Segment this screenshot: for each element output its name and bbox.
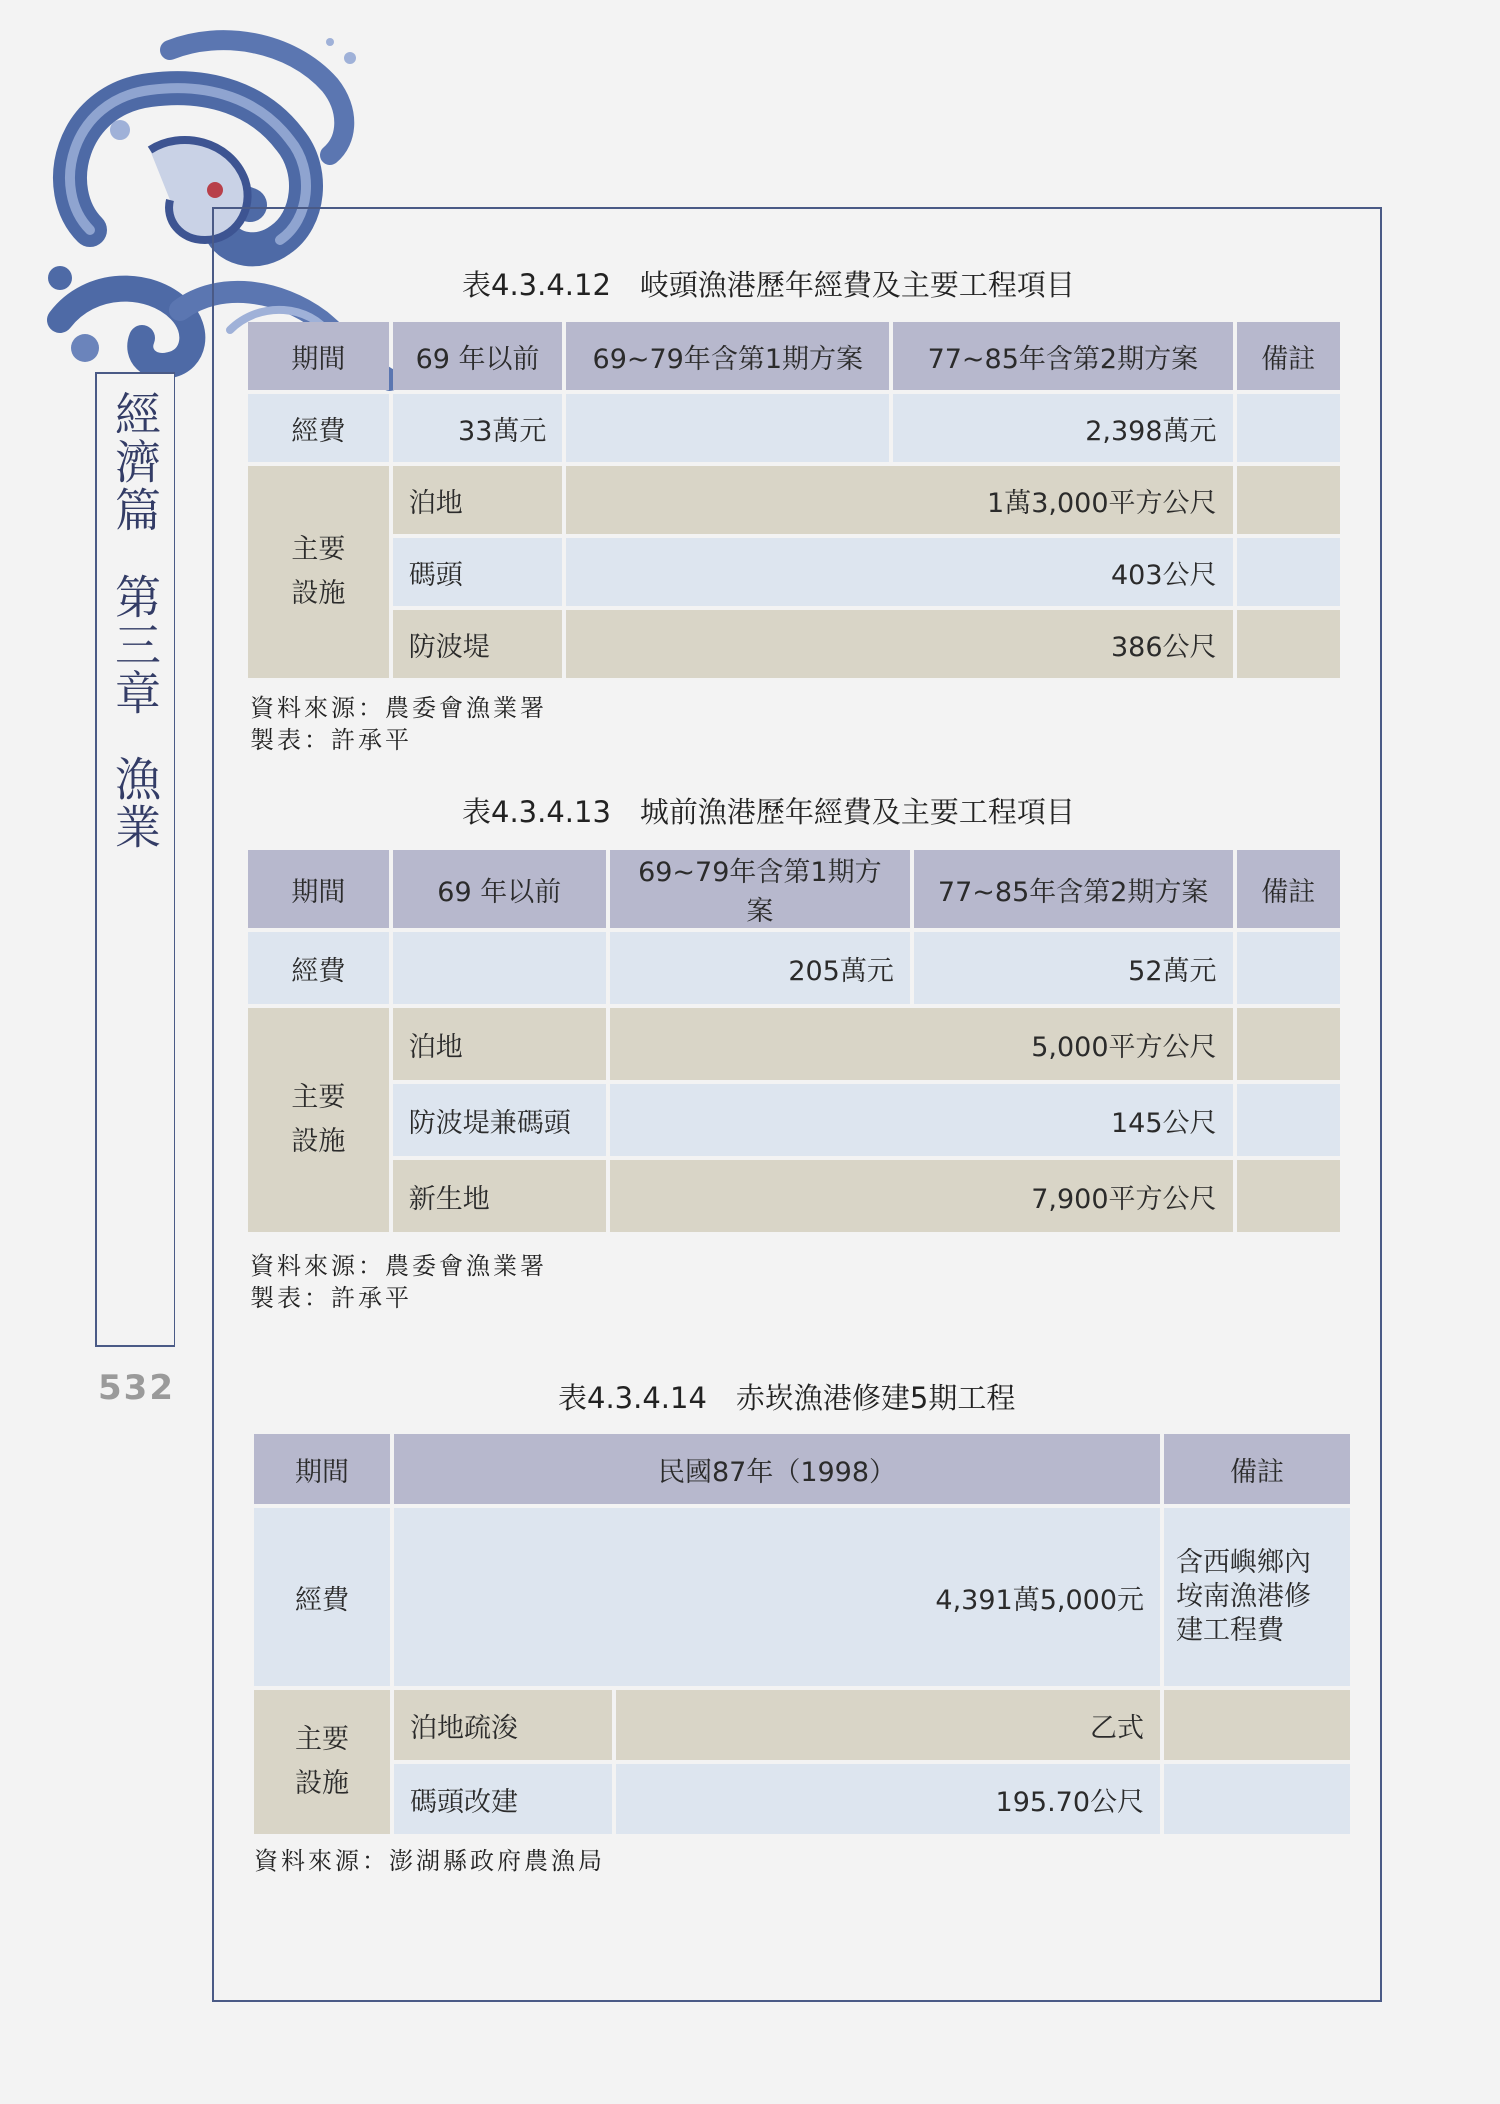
t1-facility-value: 403公尺 [566,538,1232,606]
t1-facilities-label: 主要 設施 [248,466,389,678]
t2-facility-note [1237,1084,1340,1156]
t1-header-note: 備註 [1237,322,1340,390]
t3-header-year: 民國87年（1998） [394,1434,1160,1504]
t1-header-before69: 69 年以前 [393,322,563,390]
t3-facility-value: 乙式 [616,1690,1160,1760]
t2-facility-name: 泊地 [393,1008,606,1080]
t2-source-note [250,1250,547,1314]
t2-maker: 製表：許承平 [250,1284,412,1312]
t1-facility-value: 1萬3,000平方公尺 [566,466,1232,534]
table1 [244,318,1344,682]
t2-funding-note [1237,932,1340,1004]
t1-funding-phase1 [566,394,889,462]
table2 [244,846,1344,1236]
t3-header-period: 期間 [254,1434,390,1504]
t1-funding-note [1237,394,1340,462]
t2-header-phase2: 77~85年含第2期方案 [914,850,1233,928]
t1-maker: 製表：許承平 [250,726,412,754]
table3 [250,1430,1354,1838]
t3-funding-label: 經費 [254,1508,390,1686]
t2-facility-value: 5,000平方公尺 [610,1008,1233,1080]
t3-facility-name: 泊地疏浚 [394,1690,612,1760]
t1-facility-name: 碼頭 [393,538,563,606]
t2-facility-value: 145公尺 [610,1084,1233,1156]
t2-funding-phase2: 52萬元 [914,932,1233,1004]
t1-funding-before69: 33萬元 [393,394,563,462]
t2-facility-note [1237,1160,1340,1232]
t1-facility-note [1237,538,1340,606]
table1-caption: 表4.3.4.12 岐頭漁港歷年經費及主要工程項目 [462,268,1075,302]
t3-facility-value: 195.70公尺 [616,1764,1160,1834]
t2-funding-before69 [393,932,606,1004]
t1-facility-name: 防波堤 [393,610,563,678]
t3-source: 資料來源：澎湖縣政府農漁局 [254,1847,605,1875]
t1-facility-value: 386公尺 [566,610,1232,678]
t2-facility-value: 7,900平方公尺 [610,1160,1233,1232]
t1-facility-name: 泊地 [393,466,563,534]
t1-source-note [250,692,547,756]
sidebar-topic: 漁業 [108,755,162,852]
t3-funding-value: 4,391萬5,000元 [394,1508,1160,1686]
t2-source: 資料來源：農委會漁業署 [250,1252,547,1280]
t2-header-period: 期間 [248,850,389,928]
t3-funding-note: 含西嶼鄉內 垵南漁港修 建工程費 [1164,1508,1350,1686]
page-number: 532 [98,1368,175,1408]
chapter-side-label [110,390,160,851]
t1-funding-phase2: 2,398萬元 [893,394,1232,462]
t2-header-before69: 69 年以前 [393,850,606,928]
t1-header-phase1: 69~79年含第1期方案 [566,322,889,390]
t1-facility-note [1237,466,1340,534]
t3-facility-name: 碼頭改建 [394,1764,612,1834]
t1-facility-note [1237,610,1340,678]
table2-caption: 表4.3.4.13 城前漁港歷年經費及主要工程項目 [462,795,1075,829]
t1-funding-label: 經費 [248,394,389,462]
t3-facilities-label: 主要 設施 [254,1690,390,1834]
table3-caption: 表4.3.4.14 赤崁漁港修建5期工程 [558,1381,1016,1415]
sidebar-part: 經濟篇 [108,390,162,534]
t1-header-phase2: 77~85年含第2期方案 [893,322,1232,390]
sidebar-chapter: 第三章 [108,572,162,717]
t1-source: 資料來源：農委會漁業署 [250,694,547,722]
t2-facility-name: 防波堤兼碼頭 [393,1084,606,1156]
t2-header-note: 備註 [1237,850,1340,928]
t2-facility-note [1237,1008,1340,1080]
t1-header-period: 期間 [248,322,389,390]
t3-facility-note [1164,1690,1350,1760]
t2-funding-label: 經費 [248,932,389,1004]
t3-source-note [254,1845,605,1877]
t2-header-phase1: 69~79年含第1期方案 [610,850,910,928]
t2-facility-name: 新生地 [393,1160,606,1232]
t2-funding-phase1: 205萬元 [610,932,910,1004]
t3-facility-note [1164,1764,1350,1834]
t2-facilities-label: 主要 設施 [248,1008,389,1232]
t3-header-note: 備註 [1164,1434,1350,1504]
